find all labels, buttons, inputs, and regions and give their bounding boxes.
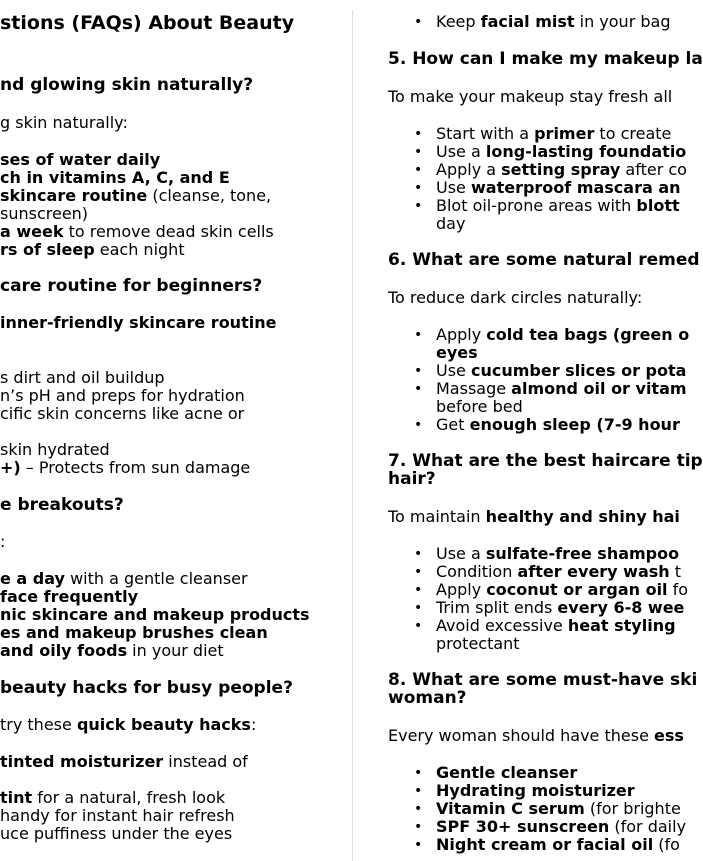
- list-item: [436, 125, 671, 143]
- text: Use: [436, 361, 471, 380]
- text-line: [0, 223, 274, 241]
- bold-text: Night cream or facial oil: [436, 835, 654, 854]
- text: Every woman should have these: [388, 726, 655, 745]
- bold-text: quick beauty hacks: [76, 715, 251, 734]
- text-line: [388, 88, 672, 106]
- bold-text: setting spray: [501, 160, 621, 179]
- text-line: [0, 405, 244, 423]
- text: Keep: [436, 12, 481, 31]
- text: Blot oil-prone areas with: [436, 196, 637, 215]
- text: protectant: [436, 634, 520, 653]
- text: instead of: [163, 752, 248, 771]
- text-line: [0, 114, 128, 132]
- bold-text: enough sleep (7-9 hour: [469, 415, 680, 434]
- bold-text: cucumber slices or pota: [470, 361, 687, 380]
- bold-text: after every wash: [517, 562, 670, 581]
- text: To reduce dark circles naturally:: [388, 288, 643, 307]
- faq-heading: [0, 76, 253, 94]
- bold-text: inner-friendly skincare routine: [0, 313, 277, 332]
- text: woman?: [388, 688, 467, 708]
- text-line: [388, 508, 680, 526]
- right-column: [354, 0, 703, 861]
- text: To make your makeup stay fresh all: [388, 87, 673, 106]
- list-item: [436, 161, 687, 179]
- bold-text: ses of water daily: [0, 150, 161, 169]
- text: (for brighte: [584, 799, 681, 818]
- text-line: [0, 624, 268, 642]
- text: (fo: [653, 835, 680, 854]
- list-item: [436, 599, 684, 617]
- text: nd glowing skin naturally?: [0, 75, 254, 95]
- text: s dirt and oil buildup: [0, 368, 165, 387]
- list-item: [436, 563, 681, 581]
- faq-heading: [388, 251, 700, 269]
- list-item: [436, 380, 687, 398]
- bold-text: waterproof mascara an: [470, 178, 681, 197]
- list-item: [436, 362, 686, 380]
- text: Use: [436, 178, 471, 197]
- text: :: [0, 532, 6, 551]
- faq-heading: [388, 470, 436, 488]
- list-item: [436, 818, 686, 836]
- text-line: [0, 151, 160, 169]
- text: beauty hacks for busy people?: [0, 678, 293, 698]
- column-divider: [352, 10, 353, 861]
- text: (cleanse, tone,: [147, 186, 272, 205]
- text: n’s pH and preps for hydration: [0, 386, 245, 405]
- text-line: [0, 369, 165, 387]
- faq-heading: [0, 679, 293, 697]
- bold-text: skincare routine: [0, 186, 148, 205]
- text: Use a: [436, 142, 486, 161]
- text: Get: [436, 415, 470, 434]
- text: hair?: [388, 469, 436, 489]
- bold-text: nic skincare and makeup products: [0, 605, 310, 624]
- text: 6. What are some natural remed: [388, 250, 700, 270]
- text: uce puffiness under the eyes: [0, 824, 233, 843]
- text: Apply a: [436, 160, 502, 179]
- list-item: [436, 326, 689, 344]
- text-line: [0, 807, 235, 825]
- text: fo: [667, 580, 689, 599]
- text: with a gentle cleanser: [64, 569, 248, 588]
- bold-text: e a day: [0, 569, 65, 588]
- bold-text: cold tea bags (green o: [486, 325, 690, 344]
- list-item: [436, 143, 686, 161]
- text: after co: [620, 160, 687, 179]
- text: Start with a: [436, 124, 535, 143]
- list-item: [436, 836, 680, 854]
- faq-heading: [0, 277, 262, 295]
- bold-text: facial mist: [480, 12, 575, 31]
- faq-heading: [388, 50, 703, 68]
- text-line: [0, 205, 88, 223]
- text-line: [0, 642, 224, 660]
- text: :: [250, 715, 257, 734]
- list-item: [436, 764, 577, 782]
- text-line: [0, 169, 230, 187]
- bold-text: eyes: [436, 343, 478, 362]
- text-line: [0, 789, 225, 807]
- text: Apply: [436, 325, 487, 344]
- faq-heading: [0, 14, 294, 32]
- text: before bed: [436, 397, 523, 416]
- text: to remove dead skin cells: [63, 222, 274, 241]
- bold-text: Hydrating moisturizer: [436, 781, 635, 800]
- bold-text: Gentle cleanser: [436, 763, 578, 782]
- text: Use a: [436, 544, 486, 563]
- text-line: [0, 314, 276, 332]
- bold-text: long-lasting foundatio: [485, 142, 687, 161]
- text: g skin naturally:: [0, 113, 128, 132]
- text-line: [0, 241, 185, 259]
- list-item: [436, 13, 670, 31]
- bold-text: every 6-8 wee: [557, 598, 685, 617]
- bold-text: coconut or argan oil: [486, 580, 668, 599]
- text-line: [388, 727, 684, 745]
- faq-heading: [0, 496, 124, 514]
- text-line: [0, 187, 271, 205]
- text: for a natural, fresh look: [32, 788, 226, 807]
- text: Condition: [436, 562, 518, 581]
- bold-text: tint: [0, 788, 33, 807]
- faq-heading: [388, 671, 697, 689]
- bold-text: and oily foods: [0, 641, 128, 660]
- list-item: [436, 416, 680, 434]
- text: 5. How can I make my makeup la: [388, 49, 703, 69]
- text-line: [436, 215, 465, 233]
- text-line: [0, 753, 248, 771]
- text: t: [669, 562, 682, 581]
- text: sunscreen): [0, 204, 89, 223]
- bold-text: almond oil or vitam: [511, 379, 687, 398]
- text: e breakouts?: [0, 495, 124, 515]
- bold-text: ch in vitamins A, C, and E: [0, 168, 230, 187]
- text: in your bag: [574, 12, 671, 31]
- text-line: [0, 570, 248, 588]
- bold-text: ess: [654, 726, 684, 745]
- text: each night: [94, 240, 185, 259]
- text-line: [0, 606, 310, 624]
- bold-text: rs of sleep: [0, 240, 95, 259]
- bold-text: face frequently: [0, 587, 139, 606]
- bold-text: sulfate-free shampoo: [485, 544, 680, 563]
- text: handy for instant hair refresh: [0, 806, 235, 825]
- list-item: [436, 782, 635, 800]
- faq-heading: [388, 689, 467, 707]
- list-item: [436, 617, 676, 635]
- list-item: [436, 197, 680, 215]
- bold-text: es and makeup brushes clean: [0, 623, 268, 642]
- faq-heading: [388, 452, 703, 470]
- text-line: [436, 398, 523, 416]
- bold-text: primer: [534, 124, 595, 143]
- text: – Protects from sun damage: [20, 458, 251, 477]
- text: stions (FAQs) About Beauty: [0, 12, 295, 34]
- text: try these: [0, 715, 77, 734]
- text-line: [0, 716, 256, 734]
- text: Trim split ends: [436, 598, 558, 617]
- list-item: [436, 581, 688, 599]
- text: Massage: [436, 379, 512, 398]
- text: Avoid excessive: [436, 616, 568, 635]
- bold-text: Vitamin C serum: [436, 799, 585, 818]
- text-line: [388, 289, 642, 307]
- text: skin hydrated: [0, 440, 110, 459]
- text-line: [436, 344, 478, 362]
- text: cific skin concerns like acne or: [0, 404, 245, 423]
- bold-text: healthy and shiny hai: [485, 507, 680, 526]
- bold-text: tinted moisturizer: [0, 752, 164, 771]
- text-line: [0, 441, 110, 459]
- bold-text: SPF 30+ sunscreen: [436, 817, 610, 836]
- text-line: [0, 825, 232, 843]
- text: 7. What are the best haircare tip: [388, 451, 703, 471]
- list-item: [436, 179, 681, 197]
- text-line: [0, 459, 250, 477]
- text: day: [436, 214, 466, 233]
- list-item: [436, 800, 681, 818]
- text-line: [436, 635, 520, 653]
- text: (for daily: [609, 817, 687, 836]
- text-line: [0, 387, 245, 405]
- text: Apply: [436, 580, 487, 599]
- text: To maintain: [388, 507, 486, 526]
- bold-text: heat styling: [567, 616, 676, 635]
- text: to create: [594, 124, 672, 143]
- text-line: [0, 588, 138, 606]
- list-item: [436, 545, 679, 563]
- bold-text: +): [0, 458, 21, 477]
- bold-text: blott: [636, 196, 680, 215]
- text-line: [0, 533, 5, 551]
- bold-text: a week: [0, 222, 64, 241]
- text: care routine for beginners?: [0, 276, 263, 296]
- text: in your diet: [127, 641, 224, 660]
- text: 8. What are some must-have ski: [388, 670, 698, 690]
